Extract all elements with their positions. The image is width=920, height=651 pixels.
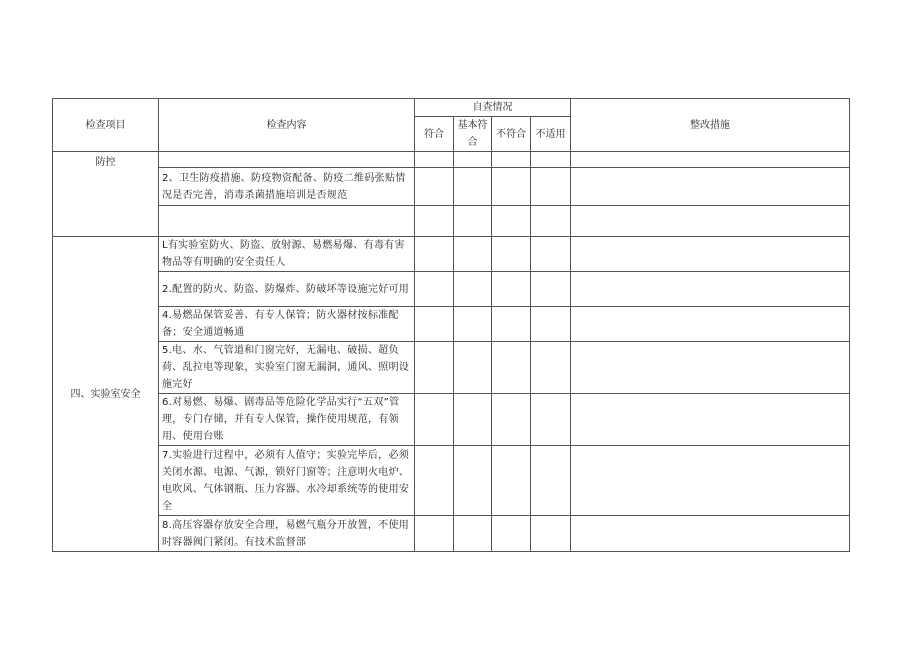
check-not-applicable[interactable] (531, 394, 571, 446)
check-comply[interactable] (415, 152, 454, 168)
check-not-applicable[interactable] (531, 342, 571, 394)
rectify-cell[interactable] (571, 168, 850, 206)
header-content: 检查内容 (159, 99, 415, 152)
check-not-comply[interactable] (492, 168, 531, 206)
check-not-applicable[interactable] (531, 272, 571, 307)
check-basic-comply[interactable] (454, 237, 492, 272)
check-basic-comply[interactable] (454, 446, 492, 516)
check-basic-comply[interactable] (454, 152, 492, 168)
table-row (53, 342, 850, 394)
header-not-applicable: 不适用 (531, 117, 571, 152)
check-comply[interactable] (415, 272, 454, 307)
check-not-comply[interactable] (492, 394, 531, 446)
check-comply[interactable] (415, 206, 454, 237)
table-row (53, 272, 850, 307)
header-item: 检查项目 (53, 99, 159, 152)
check-not-applicable[interactable] (531, 307, 571, 342)
rectify-cell[interactable] (571, 446, 850, 516)
header-not-comply: 不符合 (492, 117, 531, 152)
rectify-cell[interactable] (571, 272, 850, 307)
check-comply[interactable] (415, 342, 454, 394)
content-cell: 5.电、水、气管道和门窗完好，无漏电、破损、超负荷、乱拉电等现象，实验室门窗无漏洞，通风、照明设施完好 (159, 342, 415, 394)
check-basic-comply[interactable] (454, 516, 492, 552)
check-comply[interactable] (415, 237, 454, 272)
content-cell (159, 206, 415, 237)
header-self-check: 自查情况 (415, 99, 571, 117)
check-not-comply[interactable] (492, 446, 531, 516)
check-basic-comply[interactable] (454, 307, 492, 342)
inspection-table (52, 98, 850, 552)
check-not-comply[interactable] (492, 237, 531, 272)
table-row (53, 168, 850, 206)
header-basic-comply: 基本符合 (454, 117, 492, 152)
rectify-cell[interactable] (571, 206, 850, 237)
table-row (53, 516, 850, 552)
header-rectify: 整改措施 (571, 99, 850, 152)
check-comply[interactable] (415, 446, 454, 516)
check-not-applicable[interactable] (531, 152, 571, 168)
check-not-comply[interactable] (492, 206, 531, 237)
check-not-comply[interactable] (492, 516, 531, 552)
table-row (53, 206, 850, 237)
content-cell: 4.易燃品保管妥善、有专人保管；防火器材按标准配备；安全通道畅通 (159, 307, 415, 342)
table-row (53, 446, 850, 516)
check-comply[interactable] (415, 516, 454, 552)
content-cell: 7.实验进行过程中，必须有人值守；实验完毕后，必须关闭水源、电源、气源，锁好门窗等；注意明火电炉、电吹风、气体钢瓶、压力容器、水冷却系统等的使用安全 (159, 446, 415, 516)
rectify-cell[interactable] (571, 394, 850, 446)
header-comply: 符合 (415, 117, 454, 152)
check-basic-comply[interactable] (454, 394, 492, 446)
item-lab-safety: 四、实验室安全 (53, 237, 159, 552)
table-row (53, 237, 850, 272)
check-comply[interactable] (415, 168, 454, 206)
table-row (53, 152, 850, 168)
check-not-comply[interactable] (492, 272, 531, 307)
check-not-applicable[interactable] (531, 168, 571, 206)
rectify-cell[interactable] (571, 516, 850, 552)
check-not-comply[interactable] (492, 152, 531, 168)
content-cell: 8.高压容器存放安全合理，易燃气瓶分开放置，不使用时容器阀门紧闭。有技术监督部 (159, 516, 415, 552)
check-not-applicable[interactable] (531, 446, 571, 516)
item-prevention: 防控 (53, 152, 159, 237)
check-not-comply[interactable] (492, 342, 531, 394)
table-row (53, 394, 850, 446)
content-cell: 6.对易燃、易爆、剧毒品等危险化学品实行“五双”管理，专门存储，并有专人保管，操作使用规范，有领用、使用台账 (159, 394, 415, 446)
table-row (53, 307, 850, 342)
rectify-cell[interactable] (571, 152, 850, 168)
content-cell (159, 152, 415, 168)
check-basic-comply[interactable] (454, 272, 492, 307)
rectify-cell[interactable] (571, 342, 850, 394)
rectify-cell[interactable] (571, 307, 850, 342)
check-comply[interactable] (415, 307, 454, 342)
content-cell: 2.配置的防火、防盗、防爆炸、防破坏等设施完好可用 (159, 272, 415, 307)
content-cell: 2、卫生防疫措施、防疫物资配备、防疫二维码张贴情况是否完善，消毒杀菌措施培训是否规范 (159, 168, 415, 206)
check-not-comply[interactable] (492, 307, 531, 342)
check-basic-comply[interactable] (454, 206, 492, 237)
check-comply[interactable] (415, 394, 454, 446)
check-basic-comply[interactable] (454, 342, 492, 394)
check-not-applicable[interactable] (531, 237, 571, 272)
check-basic-comply[interactable] (454, 168, 492, 206)
rectify-cell[interactable] (571, 237, 850, 272)
check-not-applicable[interactable] (531, 206, 571, 237)
content-cell: L有实验室防火、防盗、放射源、易燃易爆、有毒有害物品等有明确的安全责任人 (159, 237, 415, 272)
check-not-applicable[interactable] (531, 516, 571, 552)
